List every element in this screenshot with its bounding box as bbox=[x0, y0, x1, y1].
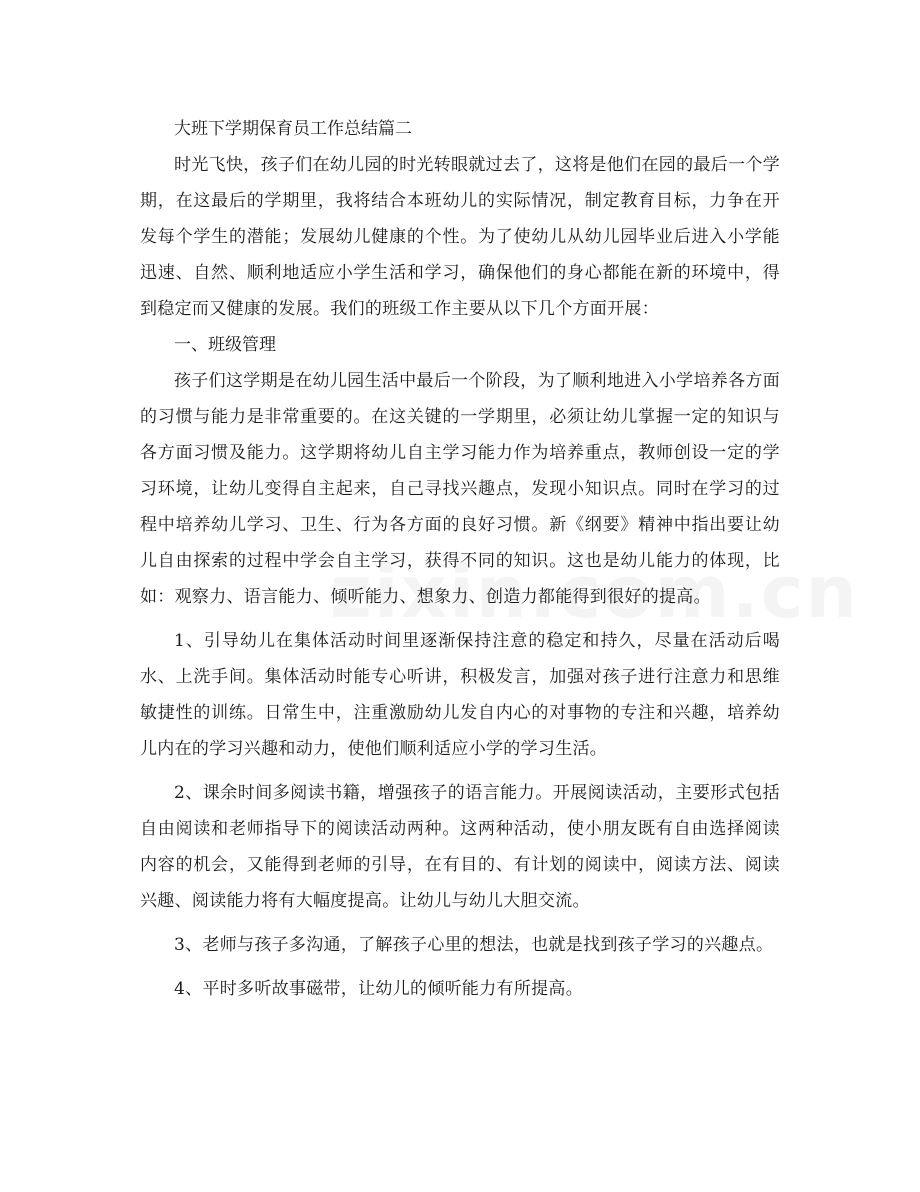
list-item-2: 2、课余时间多阅读书籍，增强孩子的语言能力。开展阅读活动，主要形式包括自由阅读和老师指导下的阅读活动两种。这两种活动，使小朋友既有自由选择阅读内容的机会，又能得到老师的引导，在有目的、有计划的阅读中，阅读方法、阅读兴趣、阅读能力将有大幅度提高。让幼儿与幼儿大胆交流。 bbox=[140, 783, 780, 911]
paragraph-gap bbox=[140, 963, 780, 971]
list-item-4: 4、平时多听故事磁带，让幼儿的倾听能力有所提高。 bbox=[174, 979, 584, 999]
paragraph-gap bbox=[140, 767, 780, 775]
document-title: 大班下学期保育员工作总结篇二 bbox=[174, 119, 412, 139]
list-item-3: 3、老师与孩子多沟通，了解孩子心里的想法，也就是找到孩子学习的兴趣点。 bbox=[174, 935, 774, 955]
section-heading-class-management: 一、班级管理 bbox=[174, 335, 276, 355]
list-item-1: 1、引导幼儿在集体活动时间里逐渐保持注意的稳定和持久，尽量在活动后喝水、上洗手间。集体活动时能专心听讲，积极发言，加强对孩子进行注意力和思维敏捷性的训练。日常生中，注重激励幼儿发自内心的对事物的专注和兴趣，培养幼儿内在的学习兴趣和动力，使他们顺利适应小学的学习生活。 bbox=[140, 631, 780, 759]
paragraph-gap bbox=[140, 919, 780, 927]
document-body bbox=[140, 111, 780, 1007]
section-body-paragraph: 孩子们这学期是在幼儿园生活中最后一个阶段，为了顺利地进入小学培养各方面的习惯与能力是非常重要的。在这关键的一学期里，必须让幼儿掌握一定的知识与各方面习惯及能力。这学期将幼儿自主学习能力作为培养重点，教师创设一定的学习环境，让幼儿变得自主起来，自己寻找兴趣点，发现小知识点。同时在学习的过程中培养幼儿学习、卫生、行为各方面的良好习惯。新《纲要》精神中指出要让幼儿自由探索的过程中学会自主学习，获得不同的知识。这也是幼儿能力的体现，比如：观察力、语言能力、倾听能力、想象力、创造力都能得到很好的提高。 bbox=[140, 371, 780, 607]
intro-paragraph: 时光飞快，孩子们在幼儿园的时光转眼就过去了，这将是他们在园的最后一个学期，在这最后的学期里，我将结合本班幼儿的实际情况，制定教育目标，力争在开发每个学生的潜能；发展幼儿健康的个性。为了使幼儿从幼儿园毕业后进入小学能迅速、自然、顺利地适应小学生活和学习，确保他们的身心都能在新的环境中，得到稳定而又健康的发展。我们的班级工作主要从以下几个方面开展： bbox=[140, 155, 780, 319]
paragraph-gap bbox=[140, 615, 780, 623]
